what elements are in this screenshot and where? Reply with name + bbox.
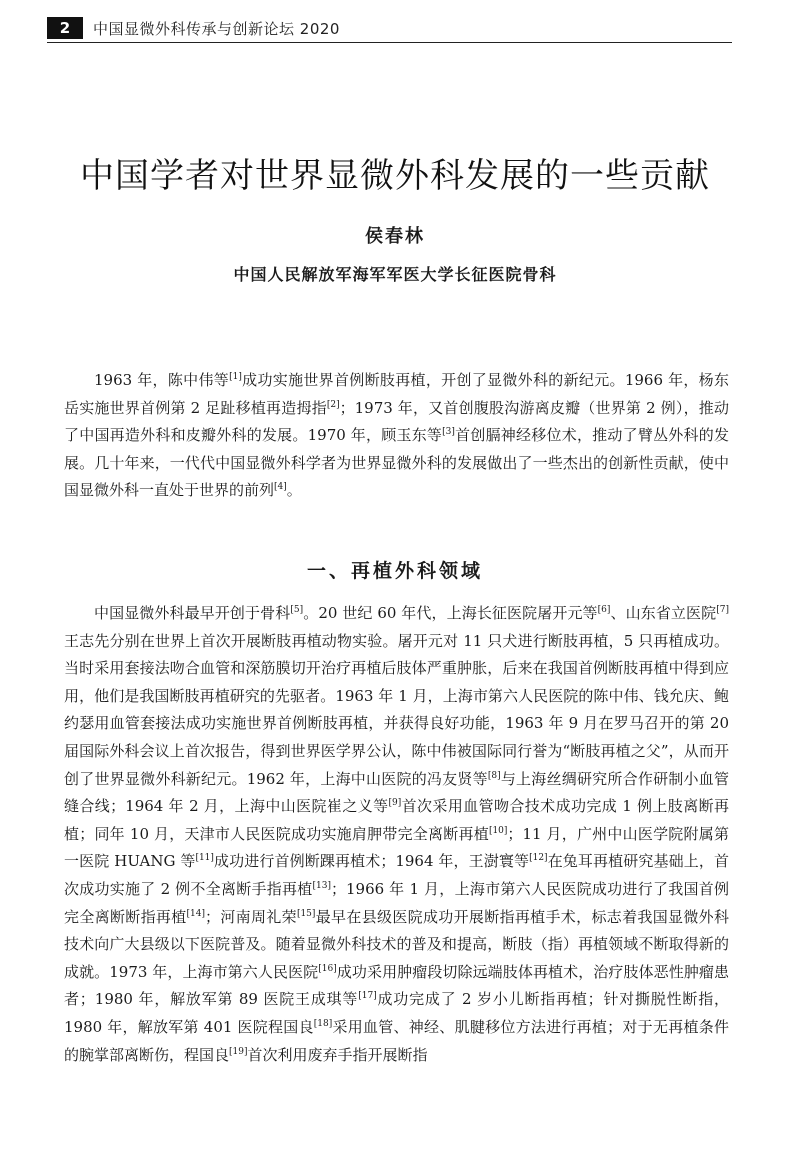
paragraph-text-run: 1963 年，陈中伟等 [94,371,230,389]
citation-ref: [2] [326,399,340,410]
paragraph-text-run: 采用血管、神经、肌腱移位方法进行再植；对于无再植条件的腕掌部离断伤，程国良 [64,1017,729,1064]
citation-ref: [11] [195,853,214,864]
citation-ref: [15] [296,908,316,919]
citation-ref: [10] [488,825,508,836]
paragraph-text-run: ；河南周礼荣 [205,907,297,926]
paragraph-text-run: 在兔耳再植研究基础上，首次成功实施了 2 例不全离断手指再植 [64,852,729,898]
citation-ref: [8] [487,770,501,781]
paragraph-text-run: 成功实施世界首例断肢再植，开创了显微外科的新纪元。1966 年，杨东岳实施世界首例第 2 足趾移植再造拇指 [64,371,729,417]
paragraph-text-run: ；1973 年，又首创腹股沟游离皮瓣（世界第 2 例），推动了中国再造外科和皮瓣外科的发展。1970 年，顾玉东等 [64,398,729,445]
running-header [47,14,732,43]
citation-ref: [1] [229,372,242,382]
paragraph-text-run: 与上海丝绸研究所合作研制小血管缝合线；1964 年 2 月，上海中山医院崔之义等 [64,769,729,816]
paragraph-text-run: ；1966 年 1 月，上海市第六人民医院成功进行了我国首例完全离断断指再植 [64,879,729,926]
paragraph-text-run: 首次采用血管吻合技术成功完成 1 例上肢离断再植；同年 10 月，天津市人民医院成功实施肩胛带完全离断再植 [64,797,729,843]
citation-ref: [5] [290,605,304,615]
author-affiliation: 中国人民解放军海军军医大学长征医院骨科 [233,265,557,284]
citation-ref: [7] [716,605,729,615]
paragraph-text-run: 成功完成了 2 岁小儿断指再植；针对撕脱性断指，1980 年，解放军第 401 医院程国良 [64,990,729,1036]
paragraph-text-run: 、山东省立医院 [610,604,717,622]
paragraph-text-run: 。 [286,481,302,500]
paragraph-text-run: ；11 月，广州中山医学院附属第一医院 HUANG 等 [64,824,729,871]
citation-ref: [4] [274,482,287,493]
citation-ref: [17] [358,991,377,1002]
paragraph-text-run: 首创膈神经移位术，推动了臂丛外科的发展。几十年来，一代代中国显微外科学者为世界显微外科的发展做出了一些杰出的创新性贡献，使中国显微外科一直处于世界的前列 [64,426,729,500]
citation-ref: [6] [597,605,611,615]
citation-ref: [14] [186,908,206,919]
citation-ref: [13] [312,880,331,891]
citation-ref: [12] [529,853,548,864]
paragraph-text-run: 。20 世纪 60 年代，上海长征医院屠开元等 [303,604,598,622]
article-title: 中国学者对世界显微外科发展的一些贡献 [80,156,710,196]
page-number: 2 [47,17,83,39]
citation-ref: [16] [318,963,337,974]
paragraph-text-run: 成功采用肿瘤段切除远端肢体再植术，治疗肢体恶性肿瘤患者；1980 年，解放军第 89 医院王成琪等 [64,962,729,1009]
running-title: 中国显微外科传承与创新论坛 2020 [93,19,340,38]
paragraph-text-run: 中国显微外科最早开创于骨科 [94,604,291,622]
section-heading: 一、再植外科领域 [306,560,483,582]
article-author: 侯春林 [365,226,425,247]
paragraph-text-run: 最早在县级医院成功开展断指再植手术，标志着我国显微外科技术向广大县级以下医院普及。随着显微外科技术的普及和提高，断肢（指）再植领域不断取得新的成就。1973 年，上海市第六人民医院 [64,907,729,981]
intro-paragraph [64,367,729,505]
citation-ref: [19] [229,1046,248,1057]
paragraph-text-run: 首次利用废弃手指开展断指 [247,1045,428,1064]
citation-ref: [3] [442,427,455,438]
citation-ref: [18] [313,1018,333,1029]
paragraph-text-run: 王志先分别在世界上首次开展断肢再植动物实验。屠开元对 11 只犬进行断肢再植，5 只再植成功。当时采用套接法吻合血管和深筋膜切开治疗再植后肢体严重肿胀，后来在我国首例断肢再植中得到应用，他们是我国断肢再植研究的先驱者。1963 年 1 月，上海市第六人民医院的陈中伟、钱允庆、鲍约瑟用血管套接法成功实施世界首例断肢再植，并获得良好功能，1963 年 9 月在罗马召开的第 20 届国际外科会议上首次报告，得到世界医学界公认，陈中伟被国际同行誉为“断肢再植之父”，从而开创了世界显微外科新纪元。1962 年，上海中山医院的冯友贤等 [64,631,729,788]
paragraph-text-run: 成功进行首例断踝再植术；1964 年，王澍寰等 [213,852,530,871]
citation-ref: [9] [388,798,402,809]
section-paragraph [64,600,729,1069]
